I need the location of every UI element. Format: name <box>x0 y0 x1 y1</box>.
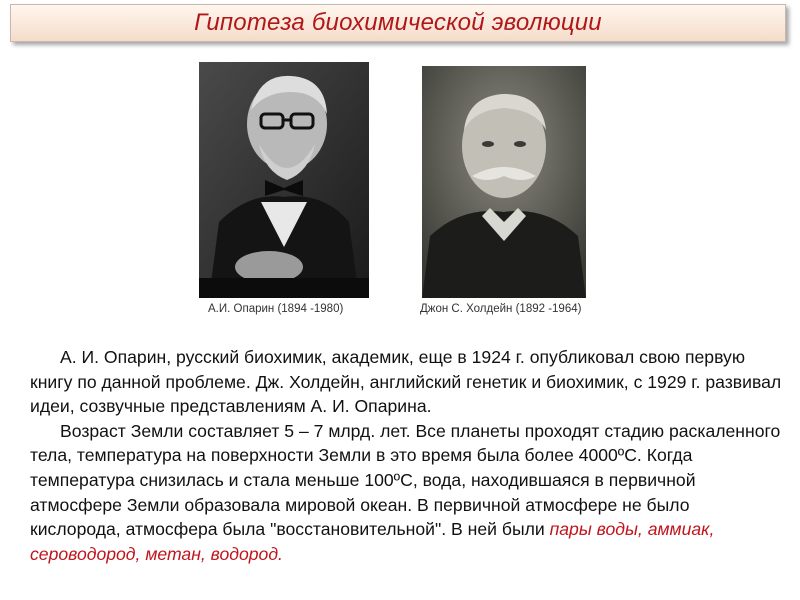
caption-haldane: Джон С. Холдейн (1892 -1964) <box>420 303 582 315</box>
paragraph-oparin-haldane: А. И. Опарин, русский биохимик, академик, еще в 1924 г. опубликовал свою первую книгу по данной проблеме. Дж. Холдейн, английский генетик и биохимик, с 1929 г. развивал идеи, созвучные представлениям А. И. Опарина. <box>30 347 782 417</box>
page-title: Гипотеза биохимической эволюции <box>194 9 602 36</box>
paragraph-earth-age-text: Возраст Земли составляет 5 – 7 млрд. лет. Все планеты проходят стадию раскаленного тела, температура на поверхности Земли в это время была более 4000ºС. Когда температура снизилась и стала меньше 100ºС, вода, находившаяся в первичной атмосфере Земли образовала мировой океан. В первичной атмосфере не было кислорода, атмосфера была "восстановительной". В ней были <box>30 420 781 540</box>
highlight-gases: пары воды, аммиак, сероводород, метан, водород. <box>30 519 715 564</box>
body-text <box>30 345 782 566</box>
caption-oparin: А.И. Опарин (1894 -1980) <box>208 303 344 315</box>
oparin-portrait-image <box>199 62 369 298</box>
haldane-portrait-image <box>422 66 586 298</box>
photo-oparin <box>199 62 369 298</box>
title-bar <box>10 4 786 42</box>
paragraph-earth-age <box>30 419 782 567</box>
photo-haldane <box>422 66 586 298</box>
